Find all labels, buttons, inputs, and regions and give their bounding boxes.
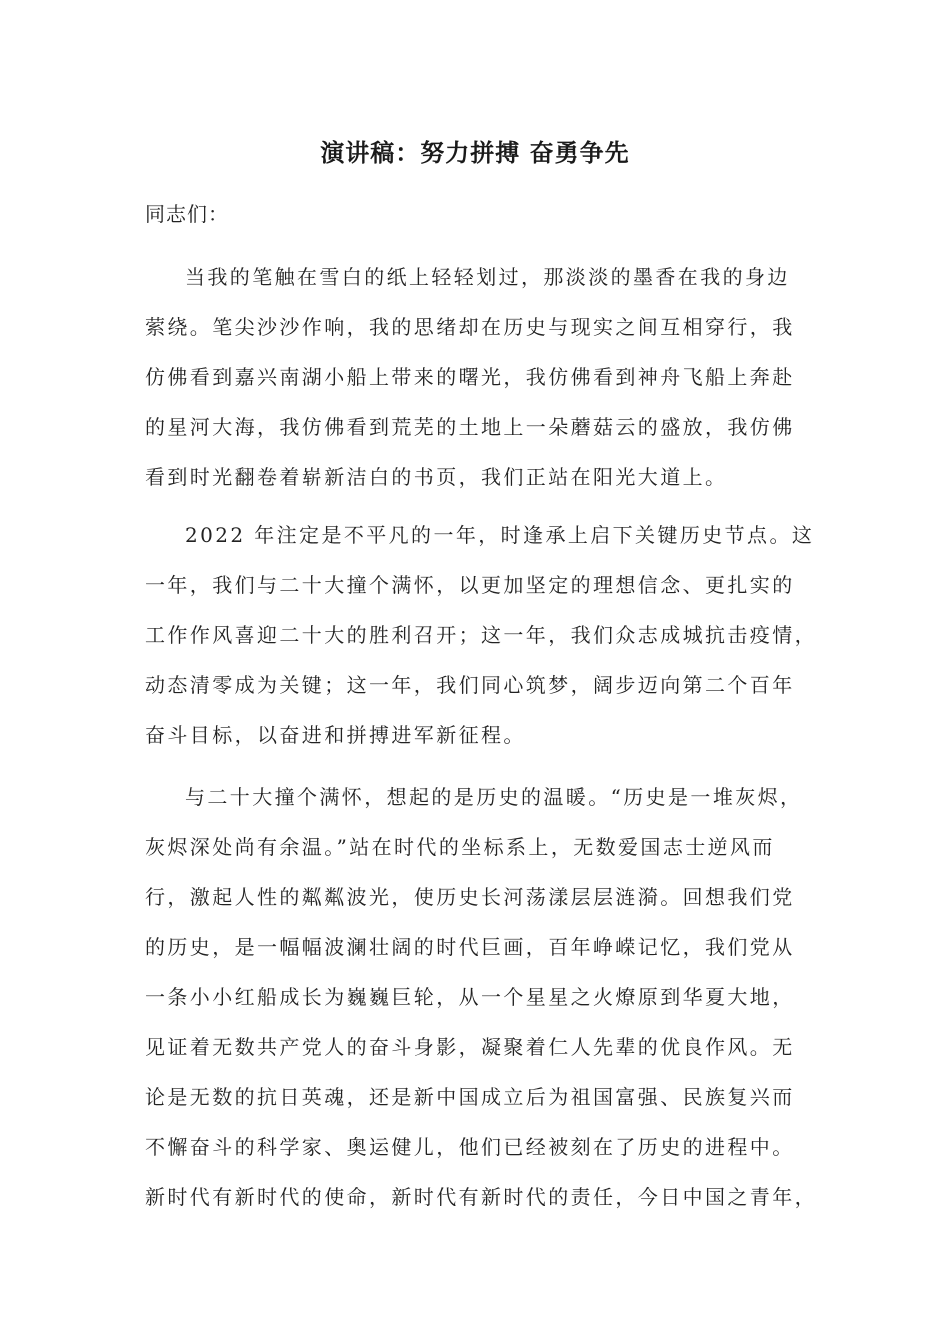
salutation: 同志们：: [145, 202, 229, 226]
text-line: 见证着无数共产党人的奋斗身影，凝聚着仁人先辈的优良作风。无: [145, 1035, 795, 1059]
text-line: 论是无数的抗日英魂，还是新中国成立后为祖国富强、民族复兴而: [145, 1085, 795, 1109]
text-line: 新时代有新时代的使命，新时代有新时代的责任，今日中国之青年，: [145, 1185, 817, 1209]
text-line: 看到时光翻卷着崭新洁白的书页，我们正站在阳光大道上。: [145, 465, 728, 489]
paragraph-3: [145, 772, 820, 1222]
text-line: 与二十大撞个满怀，想起的是历史的温暖。“历史是一堆灰烬，: [185, 785, 803, 809]
text-line: 奋斗目标，以奋进和拼搏进军新征程。: [145, 723, 526, 747]
text-line: 2022 年注定是不平凡的一年，时逢承上启下关键历史节点。这: [185, 523, 815, 547]
text-line: 行，激起人性的粼粼波光，使历史长河荡漾层层涟漪。回想我们党: [145, 885, 795, 909]
paragraph-2: [145, 510, 820, 760]
text-line: 不懈奋斗的科学家、奥运健儿，他们已经被刻在了历史的进程中。: [145, 1135, 795, 1159]
text-line: 一年，我们与二十大撞个满怀，以更加坚定的理想信念、更扎实的: [145, 573, 795, 597]
paragraph-1: [145, 252, 820, 502]
text-line: 当我的笔触在雪白的纸上轻轻划过，那淡淡的墨香在我的身边: [185, 265, 790, 289]
document-title: 演讲稿：努力拼搏 奋勇争先: [320, 139, 630, 167]
text-line: 灰烬深处尚有余温。”站在时代的坐标系上，无数爱国志士逆风而: [145, 835, 775, 859]
text-line: 仿佛看到嘉兴南湖小船上带来的曙光，我仿佛看到神舟飞船上奔赴: [145, 365, 795, 389]
text-line: 动态清零成为关键；这一年，我们同心筑梦，阔步迈向第二个百年: [145, 673, 795, 697]
text-line: 的历史，是一幅幅波澜壮阔的时代巨画，百年峥嵘记忆，我们党从: [145, 935, 795, 959]
text-line: 工作作风喜迎二十大的胜利召开；这一年，我们众志成城抗击疫情，: [145, 623, 817, 647]
text-line: 的星河大海，我仿佛看到荒芜的土地上一朵蘑菇云的盛放，我仿佛: [145, 415, 795, 439]
text-line: 萦绕。笔尖沙沙作响，我的思绪却在历史与现实之间互相穿行，我: [145, 315, 795, 339]
text-line: 一条小小红船成长为巍巍巨轮，从一个星星之火燎原到华夏大地，: [145, 985, 795, 1009]
